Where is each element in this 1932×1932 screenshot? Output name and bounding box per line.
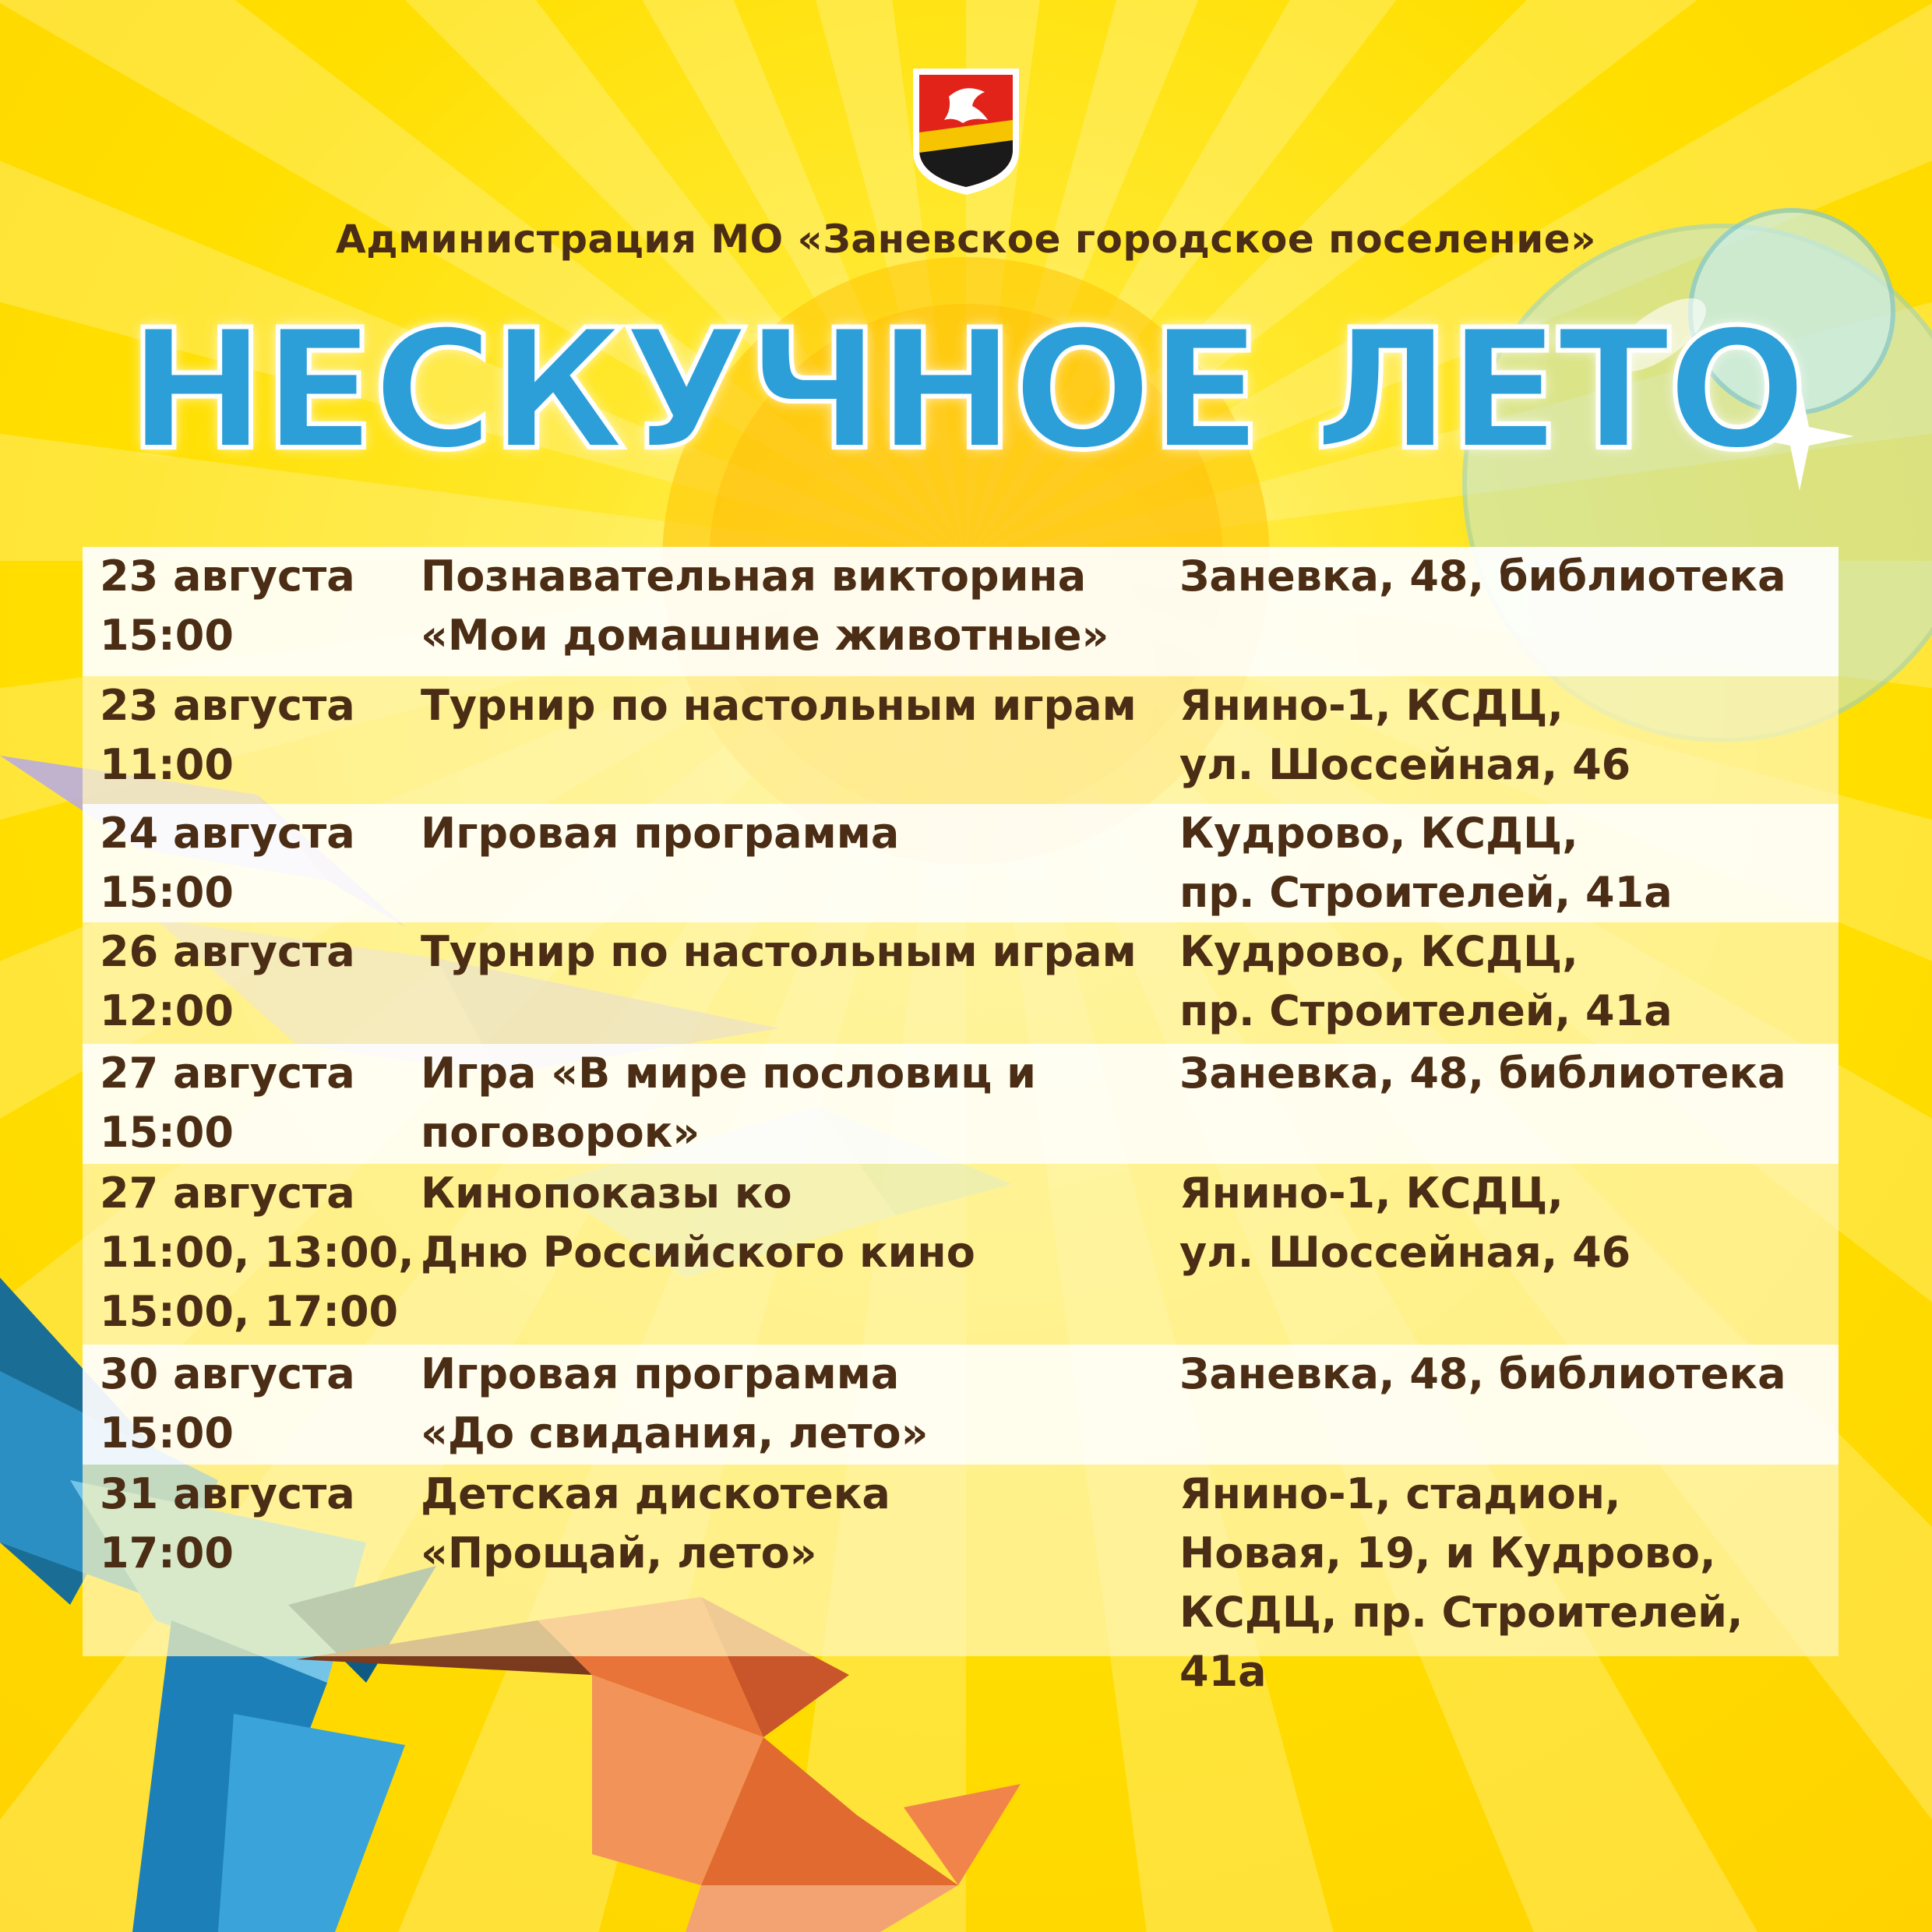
table-row bbox=[83, 1164, 1839, 1345]
event-place: Янино-1, стадион, Новая, 19, и Кудрово, КСДЦ, пр. Строителей, 41а bbox=[1179, 1469, 1743, 1696]
event-date: 27 августа 15:00 bbox=[100, 1049, 355, 1157]
event-name: Детская дискотека «Прощай, лето» bbox=[421, 1469, 890, 1578]
table-row bbox=[83, 1044, 1839, 1164]
event-name: Кинопоказы ко Дню Российского кино bbox=[421, 1169, 975, 1277]
table-row bbox=[83, 804, 1839, 922]
event-date: 30 августа 15:00 bbox=[100, 1349, 355, 1458]
table-row bbox=[83, 676, 1839, 804]
event-name: Игра «В мире пословиц и поговорок» bbox=[421, 1049, 1036, 1157]
event-name: Игровая программа bbox=[421, 809, 900, 858]
table-row bbox=[83, 1345, 1839, 1465]
event-name: Игровая программа «До свидания, лето» bbox=[421, 1349, 929, 1458]
event-date: 27 августа 11:00, 13:00, 15:00, 17:00 bbox=[100, 1169, 414, 1336]
event-date: 23 августа 11:00 bbox=[100, 681, 355, 789]
coat-of-arms-icon bbox=[910, 65, 1022, 198]
event-date: 26 августа 12:00 bbox=[100, 927, 355, 1035]
event-date: 24 августа 15:00 bbox=[100, 809, 355, 917]
event-place: Кудрово, КСДЦ, пр. Строителей, 41а bbox=[1179, 927, 1673, 1035]
event-name: Познавательная викторина «Мои домашние животные» bbox=[421, 552, 1109, 660]
event-name: Турнир по настольным играм bbox=[421, 927, 1137, 976]
organization-title: Администрация МО «Заневское городское поселение» bbox=[336, 217, 1596, 262]
event-place: Заневка, 48, библиотека bbox=[1179, 1349, 1786, 1398]
table-row bbox=[83, 922, 1839, 1044]
event-place: Кудрово, КСДЦ, пр. Строителей, 41а bbox=[1179, 809, 1673, 917]
main-title: НЕСКУЧНОЕ ЛЕТО bbox=[128, 294, 1804, 486]
event-name: Турнир по настольным играм bbox=[421, 681, 1137, 730]
table-row bbox=[83, 1465, 1839, 1696]
table-row bbox=[83, 547, 1839, 676]
event-date: 23 августа 15:00 bbox=[100, 552, 355, 660]
event-place: Заневка, 48, библиотека bbox=[1179, 1049, 1786, 1098]
schedule-table bbox=[83, 547, 1839, 1696]
event-place: Заневка, 48, библиотека bbox=[1179, 552, 1786, 601]
event-place: Янино-1, КСДЦ, ул. Шоссейная, 46 bbox=[1179, 681, 1631, 789]
event-date: 31 августа 17:00 bbox=[100, 1469, 355, 1578]
event-place: Янино-1, КСДЦ, ул. Шоссейная, 46 bbox=[1179, 1169, 1631, 1277]
